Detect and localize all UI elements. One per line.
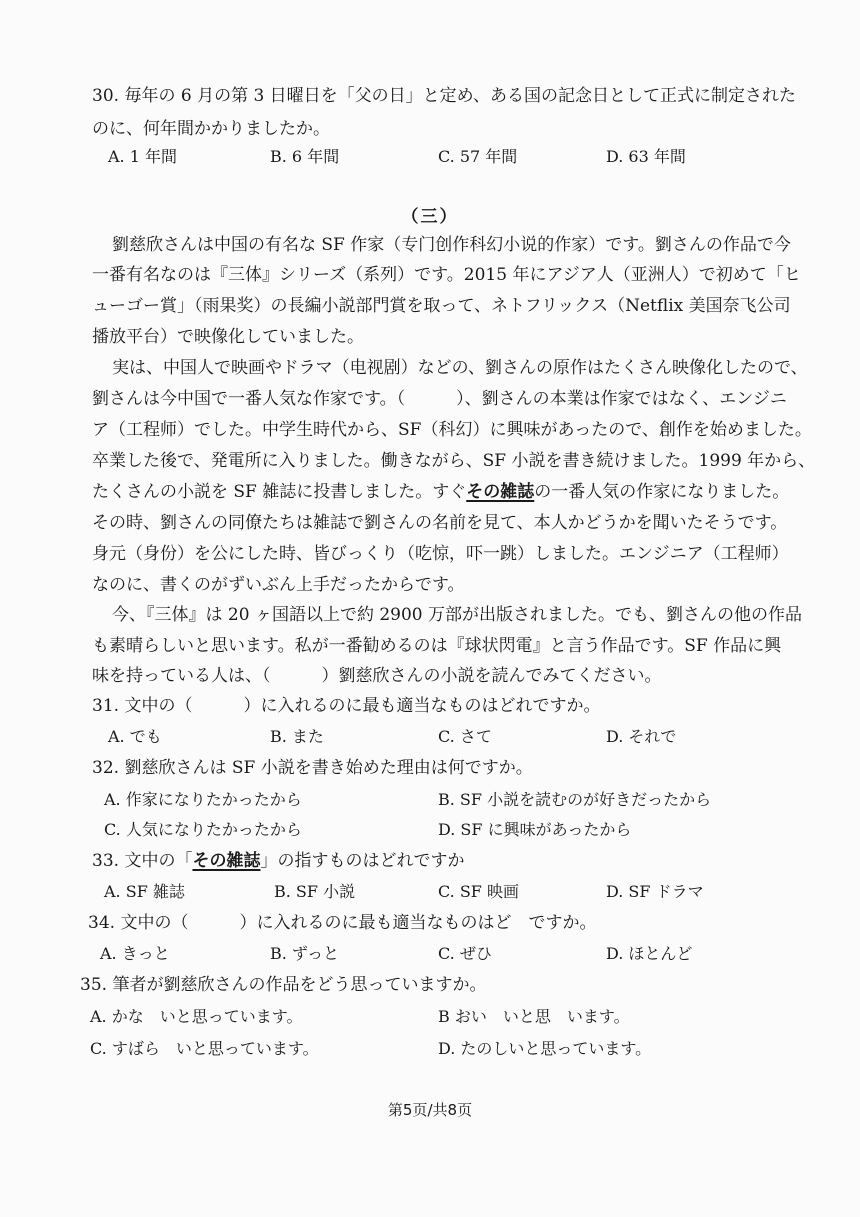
passage-line: 卒業した後で、発電所に入りました。働きながら、SF 小説を書き続けました。1999 年から、	[92, 451, 816, 471]
passage-line: なのに、書くのがずいぶん上手だったからです。	[92, 575, 465, 595]
q31-option-d[interactable]: D. それで	[606, 727, 677, 746]
q35-option-c[interactable]: C. すばら いと思っています。	[90, 1039, 319, 1058]
q33-option-a[interactable]: A. SF 雑誌	[104, 882, 185, 901]
q33-option-c[interactable]: C. SF 映画	[438, 882, 519, 901]
q30-stem-line1: 30. 毎年の 6 月の第 3 日曜日を「父の日」と定め、ある国の記念日として正式に制定された	[92, 86, 797, 106]
q33-option-d[interactable]: D. SF ドラマ	[606, 882, 704, 901]
underlined-phrase: その雑誌	[192, 851, 261, 871]
passage-line: 身元（身份）を公にした時、皆びっくり（吃惊，吓一跳）しました。エンジニア（工程师）	[92, 544, 789, 564]
q35-option-a[interactable]: A. かな いと思っています。	[90, 1007, 303, 1026]
passage-line: も素晴らしいと思います。私が一番勧めるのは『球状閃電』と言う作品です。SF 作品に興	[92, 636, 782, 656]
passage-text: たくさんの小説を SF 雑誌に投書しました。すぐ	[92, 482, 467, 502]
q30-option-d[interactable]: D. 63 年間	[606, 147, 686, 166]
q33-stem-text: 33. 文中の「	[92, 851, 193, 871]
passage-line: 今、『三体』は 20 ヶ国語以上で約 2900 万部が出版されました。でも、劉さんの他の作品	[112, 605, 803, 625]
q32-stem: 32. 劉慈欣さんは SF 小説を書き始めた理由は何ですか。	[92, 758, 533, 778]
q34-option-a[interactable]: A. きっと	[100, 944, 170, 963]
passage-text: の一番人気の作家になりました。	[534, 482, 790, 502]
passage-line: 播放平台）で映像化していました。	[92, 327, 364, 347]
passage-line: 一番有名なのは『三体』シリーズ（系列）です。2015 年にアジア人（亚洲人）で初めて「ヒ	[92, 265, 801, 285]
passage-line: 劉さんは今中国で一番人気な作家です。（ ）、劉さんの本業は作家ではなく、エンジニ	[92, 389, 787, 409]
passage-line	[92, 480, 789, 504]
q35-option-d[interactable]: D. たのしいと思っています。	[438, 1039, 652, 1058]
q33-stem-text: 」の指すものはどれですか	[260, 851, 465, 871]
q32-option-d[interactable]: D. SF に興味があったから	[438, 820, 632, 839]
q33-option-b[interactable]: B. SF 小説	[274, 882, 356, 901]
q31-stem: 31. 文中の（ ）に入れるのに最も適当なものはどれですか。	[92, 696, 601, 716]
q35-option-b[interactable]: B おい いと思 います。	[438, 1007, 630, 1026]
q34-option-c[interactable]: C. ぜひ	[438, 944, 492, 963]
q32-option-a[interactable]: A. 作家になりたかったから	[104, 790, 302, 809]
passage-line: ア（工程师）でした。中学生時代から、SF（科幻）に興味があったので、創作を始めました。	[92, 420, 812, 440]
q32-option-c[interactable]: C. 人気になりたかったから	[104, 820, 302, 839]
q30-stem-line2: のに、何年間かかりましたか。	[92, 119, 330, 139]
q34-option-b[interactable]: B. ずっと	[270, 944, 339, 963]
q34-option-d[interactable]: D. ほとんど	[606, 944, 693, 963]
q35-stem: 35. 筆者が劉慈欣さんの作品をどう思っていますか。	[80, 975, 487, 995]
passage-line: 味を持っている人は、（ ）劉慈欣さんの小説を読んでみてください。	[92, 666, 662, 686]
passage-line: その時、劉さんの同僚たちは雑誌で劉さんの名前を見て、本人かどうかを聞いたそうです。	[92, 513, 788, 533]
passage-line: 劉慈欣さんは中国の有名な SF 作家（专门创作科幻小说的作家）です。劉さんの作品で今	[112, 235, 791, 255]
passage-line: 実は、中国人で映画やドラマ（电视剧）などの、劉さんの原作はたくさん映像化したので、	[112, 358, 808, 378]
passage-line: ューゴー賞」（雨果奖）の長編小説部門賞を取って、ネトフリックス（Netflix 美国奈飞公司	[92, 296, 791, 316]
underlined-phrase: その雑誌	[466, 482, 535, 502]
q30-option-a[interactable]: A. 1 年間	[108, 147, 177, 166]
section-heading: （三）	[401, 207, 459, 227]
page-number: 第5页/共8页	[387, 1101, 473, 1119]
q33-stem	[92, 849, 464, 873]
q31-option-b[interactable]: B. また	[270, 727, 324, 746]
q34-stem: 34. 文中の（ ）に入れるのに最も適当なものはど ですか。	[88, 913, 597, 933]
q30-option-c[interactable]: C. 57 年間	[438, 147, 518, 166]
q31-option-c[interactable]: C. さて	[438, 727, 492, 746]
q31-option-a[interactable]: A. でも	[108, 727, 162, 746]
q32-option-b[interactable]: B. SF 小説を読むのが好きだったから	[438, 790, 712, 809]
q30-option-b[interactable]: B. 6 年間	[270, 147, 340, 166]
